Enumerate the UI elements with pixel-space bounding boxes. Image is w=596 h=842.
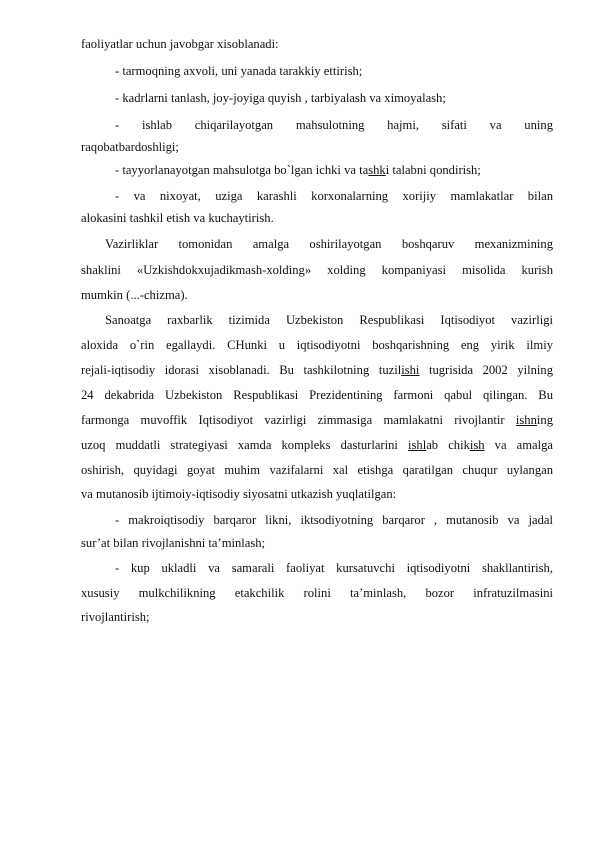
underlined-text: ish bbox=[469, 438, 485, 452]
text-run: - va nixoyat, uziga karashli korxonalarning xorijiy mamlakatlar bilan bbox=[115, 189, 553, 203]
text-run: 24 dekabrida Uzbekiston Respublikasi Prezidentining farmoni qabul qilingan. Bu bbox=[81, 388, 553, 402]
paragraph-line bbox=[81, 462, 553, 478]
text-run: aloxida o`rin egallaydi. CHunki u iqtisodiyotni boshqarishning eng yirik ilmiy bbox=[81, 338, 553, 352]
text-run: tugrisida 2002 yilning bbox=[419, 363, 554, 377]
list-item bbox=[115, 162, 553, 178]
text-run: - tarmoqning axvoli, uni yanada tarakkiy ettirish; bbox=[115, 64, 363, 78]
text-run: ab chik bbox=[426, 438, 470, 452]
text-run: - makroiqtisodiy barqaror likni, iktsodiyotning barqaror , mutanosib va jadal bbox=[115, 513, 553, 527]
text-run: rivojlantirish; bbox=[81, 610, 150, 624]
text-run: Sanoatga raxbarlik tizimida Uzbekiston Respublikasi Iqtisodiyot vazirligi bbox=[105, 313, 553, 327]
paragraph-line bbox=[81, 287, 553, 303]
text-run: faoliyatlar uchun javobgar xisoblanadi: bbox=[81, 37, 279, 51]
list-item bbox=[115, 90, 553, 106]
paragraph-line bbox=[81, 362, 553, 378]
paragraph-line bbox=[105, 236, 553, 252]
paragraph-line bbox=[81, 337, 553, 353]
text-run: shaklini «Uzkishdokxujadikmash-xolding» xolding kompaniyasi misolida kurish bbox=[81, 263, 553, 277]
text-run: rejali-iqtisodiy idorasi xisoblanadi. Bu tashkilotning tuzil bbox=[81, 363, 402, 377]
list-item bbox=[115, 188, 553, 204]
underlined-text: ishl bbox=[408, 438, 427, 452]
text-run: - kadrlarni tanlash, joy-joyiga quyish , tarbiyalash va ximoyalash; bbox=[115, 91, 446, 105]
text-run: xususiy mulkchilikning etakchilik rolini ta’minlash, bozor infratuzilmasini bbox=[81, 586, 553, 600]
text-line bbox=[81, 139, 553, 155]
paragraph-line bbox=[105, 312, 553, 328]
paragraph-line bbox=[81, 437, 553, 453]
text-run: uzoq muddatli strategiyasi xamda kompleks dasturlarini bbox=[81, 438, 409, 452]
text-run: mumkin (...-chizma). bbox=[81, 288, 188, 302]
text-run: i talabni qondirish; bbox=[385, 163, 481, 177]
text-run: va mutanosib ijtimoiy-iqtisodiy siyosatni utkazish yuqlatilgan: bbox=[81, 487, 397, 501]
text-run: sur’at bilan rivojlanishni ta’minlash; bbox=[81, 536, 266, 550]
text-run: raqobatbardoshligi; bbox=[81, 140, 179, 154]
text-run: Vazirliklar tomonidan amalga oshirilayotgan boshqaruv mexanizmining bbox=[105, 237, 553, 251]
underlined-text: ishi bbox=[401, 363, 420, 377]
text-run: va amalga bbox=[484, 438, 553, 452]
text-line bbox=[81, 585, 553, 601]
paragraph-line bbox=[81, 486, 553, 502]
paragraph-line bbox=[81, 412, 553, 428]
text-line bbox=[81, 609, 553, 625]
text-run: oshirish, quyidagi goyat muhim vazifalarni xal etishga qaratilgan chuqur uylangan bbox=[81, 463, 553, 477]
text-line bbox=[81, 210, 553, 226]
list-item bbox=[115, 560, 553, 576]
underlined-text: ishn bbox=[515, 413, 537, 427]
text-run: farmonga muvoffik Iqtisodiyot vazirligi zimmasiga mamlakatni rivojlantir bbox=[81, 413, 516, 427]
text-run: ing bbox=[536, 413, 553, 427]
text-line bbox=[81, 36, 553, 52]
paragraph-line bbox=[81, 262, 553, 278]
list-item bbox=[115, 117, 553, 133]
list-item bbox=[115, 512, 553, 528]
underlined-text: shk bbox=[368, 163, 386, 177]
text-run: - kup ukladli va samarali faoliyat kursatuvchi iqtisodiyotni shakllantirish, bbox=[115, 561, 553, 575]
paragraph-line bbox=[81, 387, 553, 403]
text-run: - tayyorlanayotgan mahsulotga bo`lgan ichki va ta bbox=[115, 163, 369, 177]
text-line bbox=[81, 535, 553, 551]
list-item bbox=[115, 63, 553, 79]
text-run: - ishlab chiqarilayotgan mahsulotning hajmi, sifati va uning bbox=[115, 118, 553, 132]
text-run: alokasini tashkil etish va kuchaytirish. bbox=[81, 211, 274, 225]
